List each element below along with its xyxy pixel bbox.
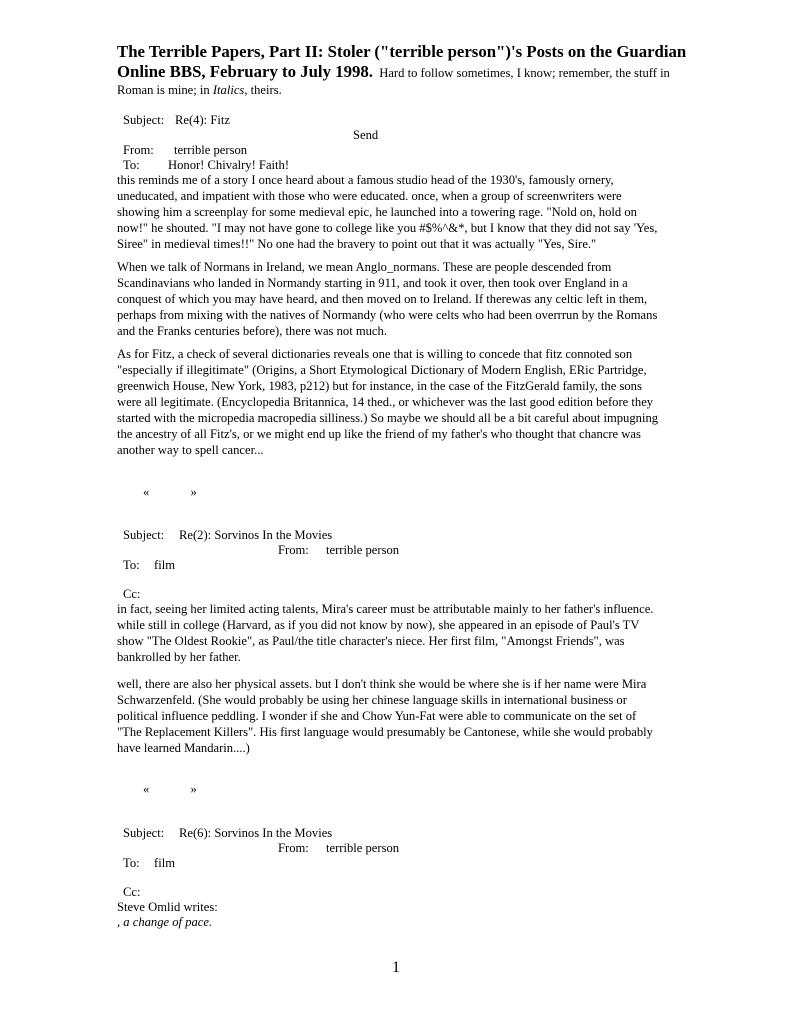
title-bold-text: Online BBS, February to July 1998 [117, 62, 369, 81]
text-line: while still in college (Harvard, as if you did not know by now), she appeared in an episode of Paul's TV [117, 618, 640, 632]
text-line: the ancestry of all Fitz's, or we might end up like the friend of my father's who thought that chancre was [117, 427, 641, 441]
title-period: . [368, 62, 373, 81]
text-line: show "The Oldest Rookie", as Paul/the title character's niece. Her first film, "Amongst Friends", was [117, 634, 625, 648]
post-1-send-link[interactable]: Send [353, 128, 379, 142]
post-2-subject-value: Re(2): Sorvinos In the Movies [179, 528, 333, 542]
text-line: Scandinavians who landed in Normandy starting in 911, and took it over, then took over England in a [117, 276, 628, 290]
page-number: 1 [392, 959, 400, 976]
post-2-to-value: film [154, 558, 175, 572]
post-1-from-label: From: [123, 143, 154, 157]
text-line: were all legitimate. (Encyclopedia Britannica, 14 thed., or whichever was the last good edition before they [117, 395, 654, 409]
post-2-subject-label: Subject: [123, 528, 165, 542]
text-line: As for Fitz, a check of several dictionaries reveals one that is willing to concede that fitz connoted son [117, 347, 633, 361]
text-line: and the Franks centuries before), there was not much. [117, 324, 387, 338]
post-2-from-value: terrible person [326, 543, 400, 557]
text-line: uneducated, and impatient with those who were educated. once, when a group of screenwriters were [117, 189, 622, 203]
post-1-subject-value: Re(4): Fitz [175, 113, 230, 127]
post-3-quote-line: , a change of pace. [117, 915, 213, 929]
text-line: bankrolled by her father. [117, 650, 241, 664]
text-line: well, there are also her physical assets. but I don't think she would be where she is if her name were Mira [117, 677, 647, 691]
post-2-paragraph-2 [117, 676, 677, 756]
text-line: "especially if illegitimate" (Origins, a Short Etymological Dictionary of Modern English, ERic Partridge, [117, 363, 647, 377]
text-line: When we talk of Normans in Ireland, we mean Anglo_normans. These are people descended from [117, 260, 612, 274]
post-1-paragraph-3 [117, 346, 677, 458]
text-line: political influence peddling. I wonder if she and Chow Yun-Fat were able to communicate on the set of [117, 709, 637, 723]
text-line: perhaps from mixing with the natives of Normandy (who were celts who had been overrrun by the Romans [117, 308, 658, 322]
post-1-to-label: To: [123, 158, 140, 172]
post-3-subject-value: Re(6): Sorvinos In the Movies [179, 826, 333, 840]
post-2-nav [143, 781, 197, 797]
post-2-from-label: From: [278, 543, 309, 557]
text-line: showing him a screenplay for some medieval epic, he launched into a towering rage. "Nold on, hold on [117, 205, 637, 219]
text-line: have learned Mandarin....) [117, 741, 250, 755]
text-line: Siree" in medieval times!!" No one had the bravery to point out that it was actually "Yes, Sire." [117, 237, 597, 251]
text-line: in fact, seeing her limited acting talents, Mira's career must be attributable mainly to her father's influence. [117, 602, 654, 616]
text-line: started with the micropedia macropedia silliness.) So maybe we should all be a bit careful about impugning [117, 411, 659, 425]
document-title-line-1: The Terrible Papers, Part II: Stoler ("terrible person")'s Posts on the Guardian [117, 42, 687, 61]
title-note-b: , theirs. [244, 83, 282, 97]
post-1-paragraph-1 [117, 172, 677, 252]
post-3-cc-label: Cc: [123, 885, 141, 899]
text-line: conquest of which you may have heard, and then moved on to Ireland. If therewas any celtic left in them, [117, 292, 648, 306]
text-line: greenwich House, New York, 1983, p212) but for instance, in the case of the FitzGerald family, the sons [117, 379, 642, 393]
text-line: Schwarzenfeld. (She would probably be using her chinese language skills in international business or [117, 693, 627, 707]
next-post-link[interactable]: » [190, 485, 197, 499]
post-3-to-value: film [154, 856, 175, 870]
title-note-a: Roman is mine; in [117, 83, 213, 97]
post-3-writes-line: Steve Omlid writes: [117, 900, 218, 914]
text-line: another way to spell cancer... [117, 443, 264, 457]
post-1-subject-label: Subject: [123, 113, 165, 127]
post-2-paragraph-1 [117, 601, 677, 665]
post-3-from-value: terrible person [326, 841, 400, 855]
post-1-to-value: Honor! Chivalry! Faith! [168, 158, 290, 172]
prev-post-link[interactable]: « [143, 485, 150, 499]
document-title-line-2 [117, 64, 670, 81]
text-line: now!" he shouted. "I may not have gone to college like you #$%^&*, but I know that they did not say 'Yes, [117, 221, 658, 235]
document-title-line-3 [117, 82, 282, 98]
title-note-italic: Italics [212, 83, 245, 97]
prev-post-link[interactable]: « [143, 782, 150, 796]
post-3-from-label: From: [278, 841, 309, 855]
post-3-subject-label: Subject: [123, 826, 165, 840]
post-3-to-label: To: [123, 856, 140, 870]
post-1-from-value: terrible person [174, 143, 248, 157]
text-line: this reminds me of a story I once heard about a famous studio head of the 1930's, famously ornery, [117, 173, 614, 187]
post-2-cc-label: Cc: [123, 587, 141, 601]
post-1-paragraph-2 [117, 259, 677, 339]
post-1-nav [143, 484, 197, 500]
next-post-link[interactable]: » [190, 782, 197, 796]
text-line: "The Replacement Killers". His first language would presumably be Cantonese, while she would probably [117, 725, 653, 739]
title-note: Hard to follow sometimes, I know; remember, the stuff in [372, 66, 670, 80]
post-2-to-label: To: [123, 558, 140, 572]
